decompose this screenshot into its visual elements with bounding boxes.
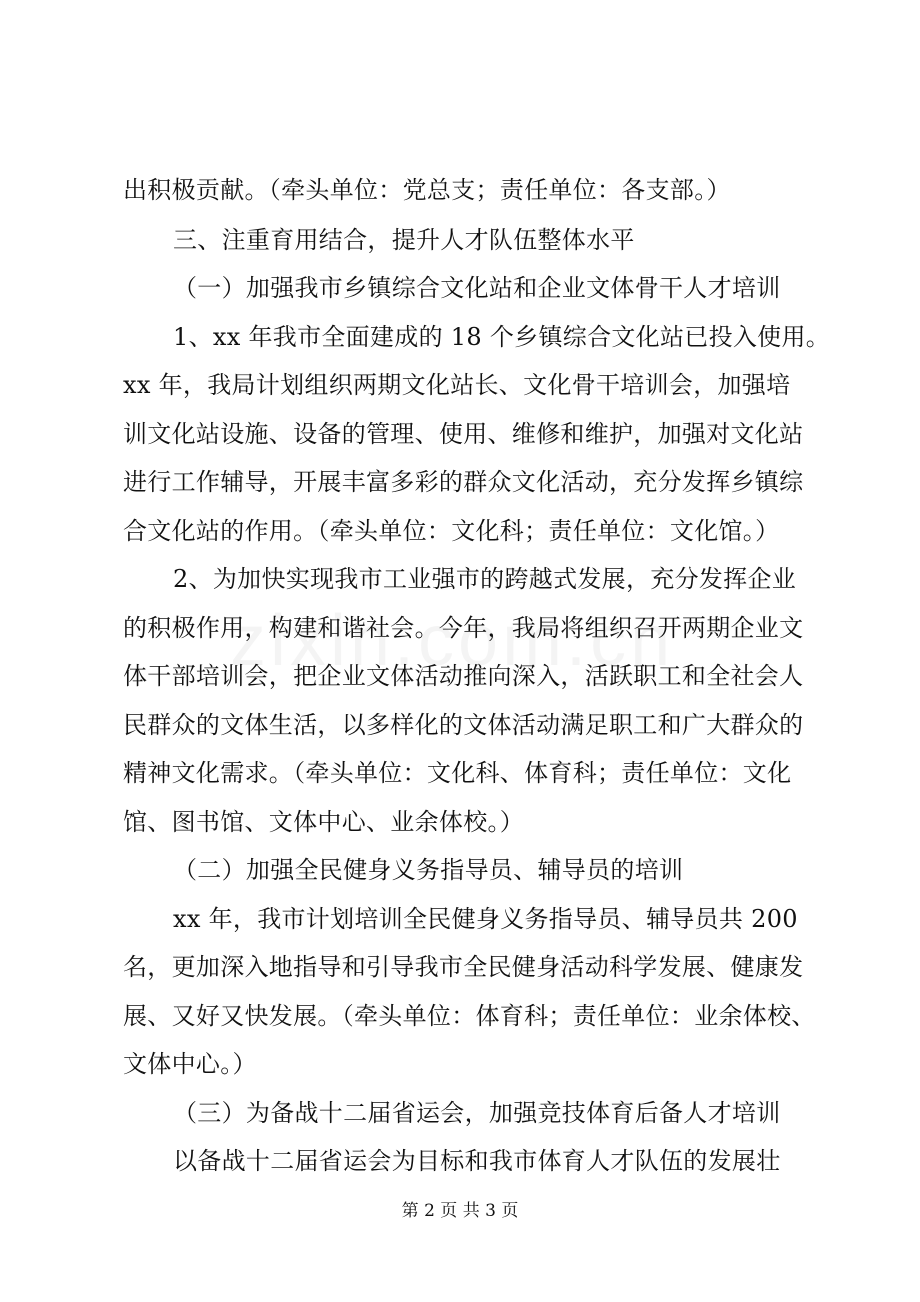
paragraph-start: 1、xx 年我市全面建成的 18 个乡镇综合文化站已投入使用。 [173,323,831,351]
page-footer: 第 2 页 共 3 页 [401,1201,519,1221]
text-line: 民群众的文体生活，以多样化的文体活动满足职工和广大群众的 [123,711,804,739]
subsection-heading: （一）加强我市乡镇综合文化站和企业文体骨干人才培训 [173,274,781,302]
paragraph-start: xx 年，我市计划培训全民健身义务指导员、辅导员共 200 [173,905,798,933]
text-line: 训文化站设施、设备的管理、使用、维修和维护，加强对文化站 [123,420,804,448]
text-line: 名，更加深入地指导和引导我市全民健身活动科学发展、健康发 [123,953,804,981]
text-line: 精神文化需求。（牵头单位：文化科、体育科；责任单位：文化 [123,759,792,787]
section-heading: 三、注重育用结合，提升人才队伍整体水平 [173,226,635,254]
paragraph-start: 以备战十二届省运会为目标和我市体育人才队伍的发展壮 [173,1147,781,1175]
subsection-heading: （二）加强全民健身义务指导员、辅导员的培训 [173,856,684,884]
text-line: 合文化站的作用。（牵头单位：文化科；责任单位：文化馆。） [123,517,780,545]
text-line: 文体中心。） [123,1050,257,1078]
text-line: 出积极贡献。（牵头单位：党总支；责任单位：各支部。） [123,176,731,204]
paragraph-start: 2、为加快实现我市工业强市的跨越式发展，充分发挥企业 [173,565,797,593]
subsection-heading: （三）为备战十二届省运会，加强竞技体育后备人才培训 [173,1099,781,1127]
text-line: 体干部培训会，把企业文体活动推向深入，活跃职工和全社会人 [123,662,804,690]
text-line: 馆、图书馆、文体中心、业余体校。） [123,808,525,836]
text-line: 展、又好又快发展。（牵头单位：体育科；责任单位：业余体校、 [123,1002,816,1030]
text-line: xx 年，我局计划组织两期文化站长、文化骨干培训会，加强培 [123,371,791,399]
text-line: 的积极作用，构建和谐社会。今年，我局将组织召开两期企业文 [123,614,804,642]
text-line: 进行工作辅导，开展丰富多彩的群众文化活动，充分发挥乡镇综 [123,468,804,496]
